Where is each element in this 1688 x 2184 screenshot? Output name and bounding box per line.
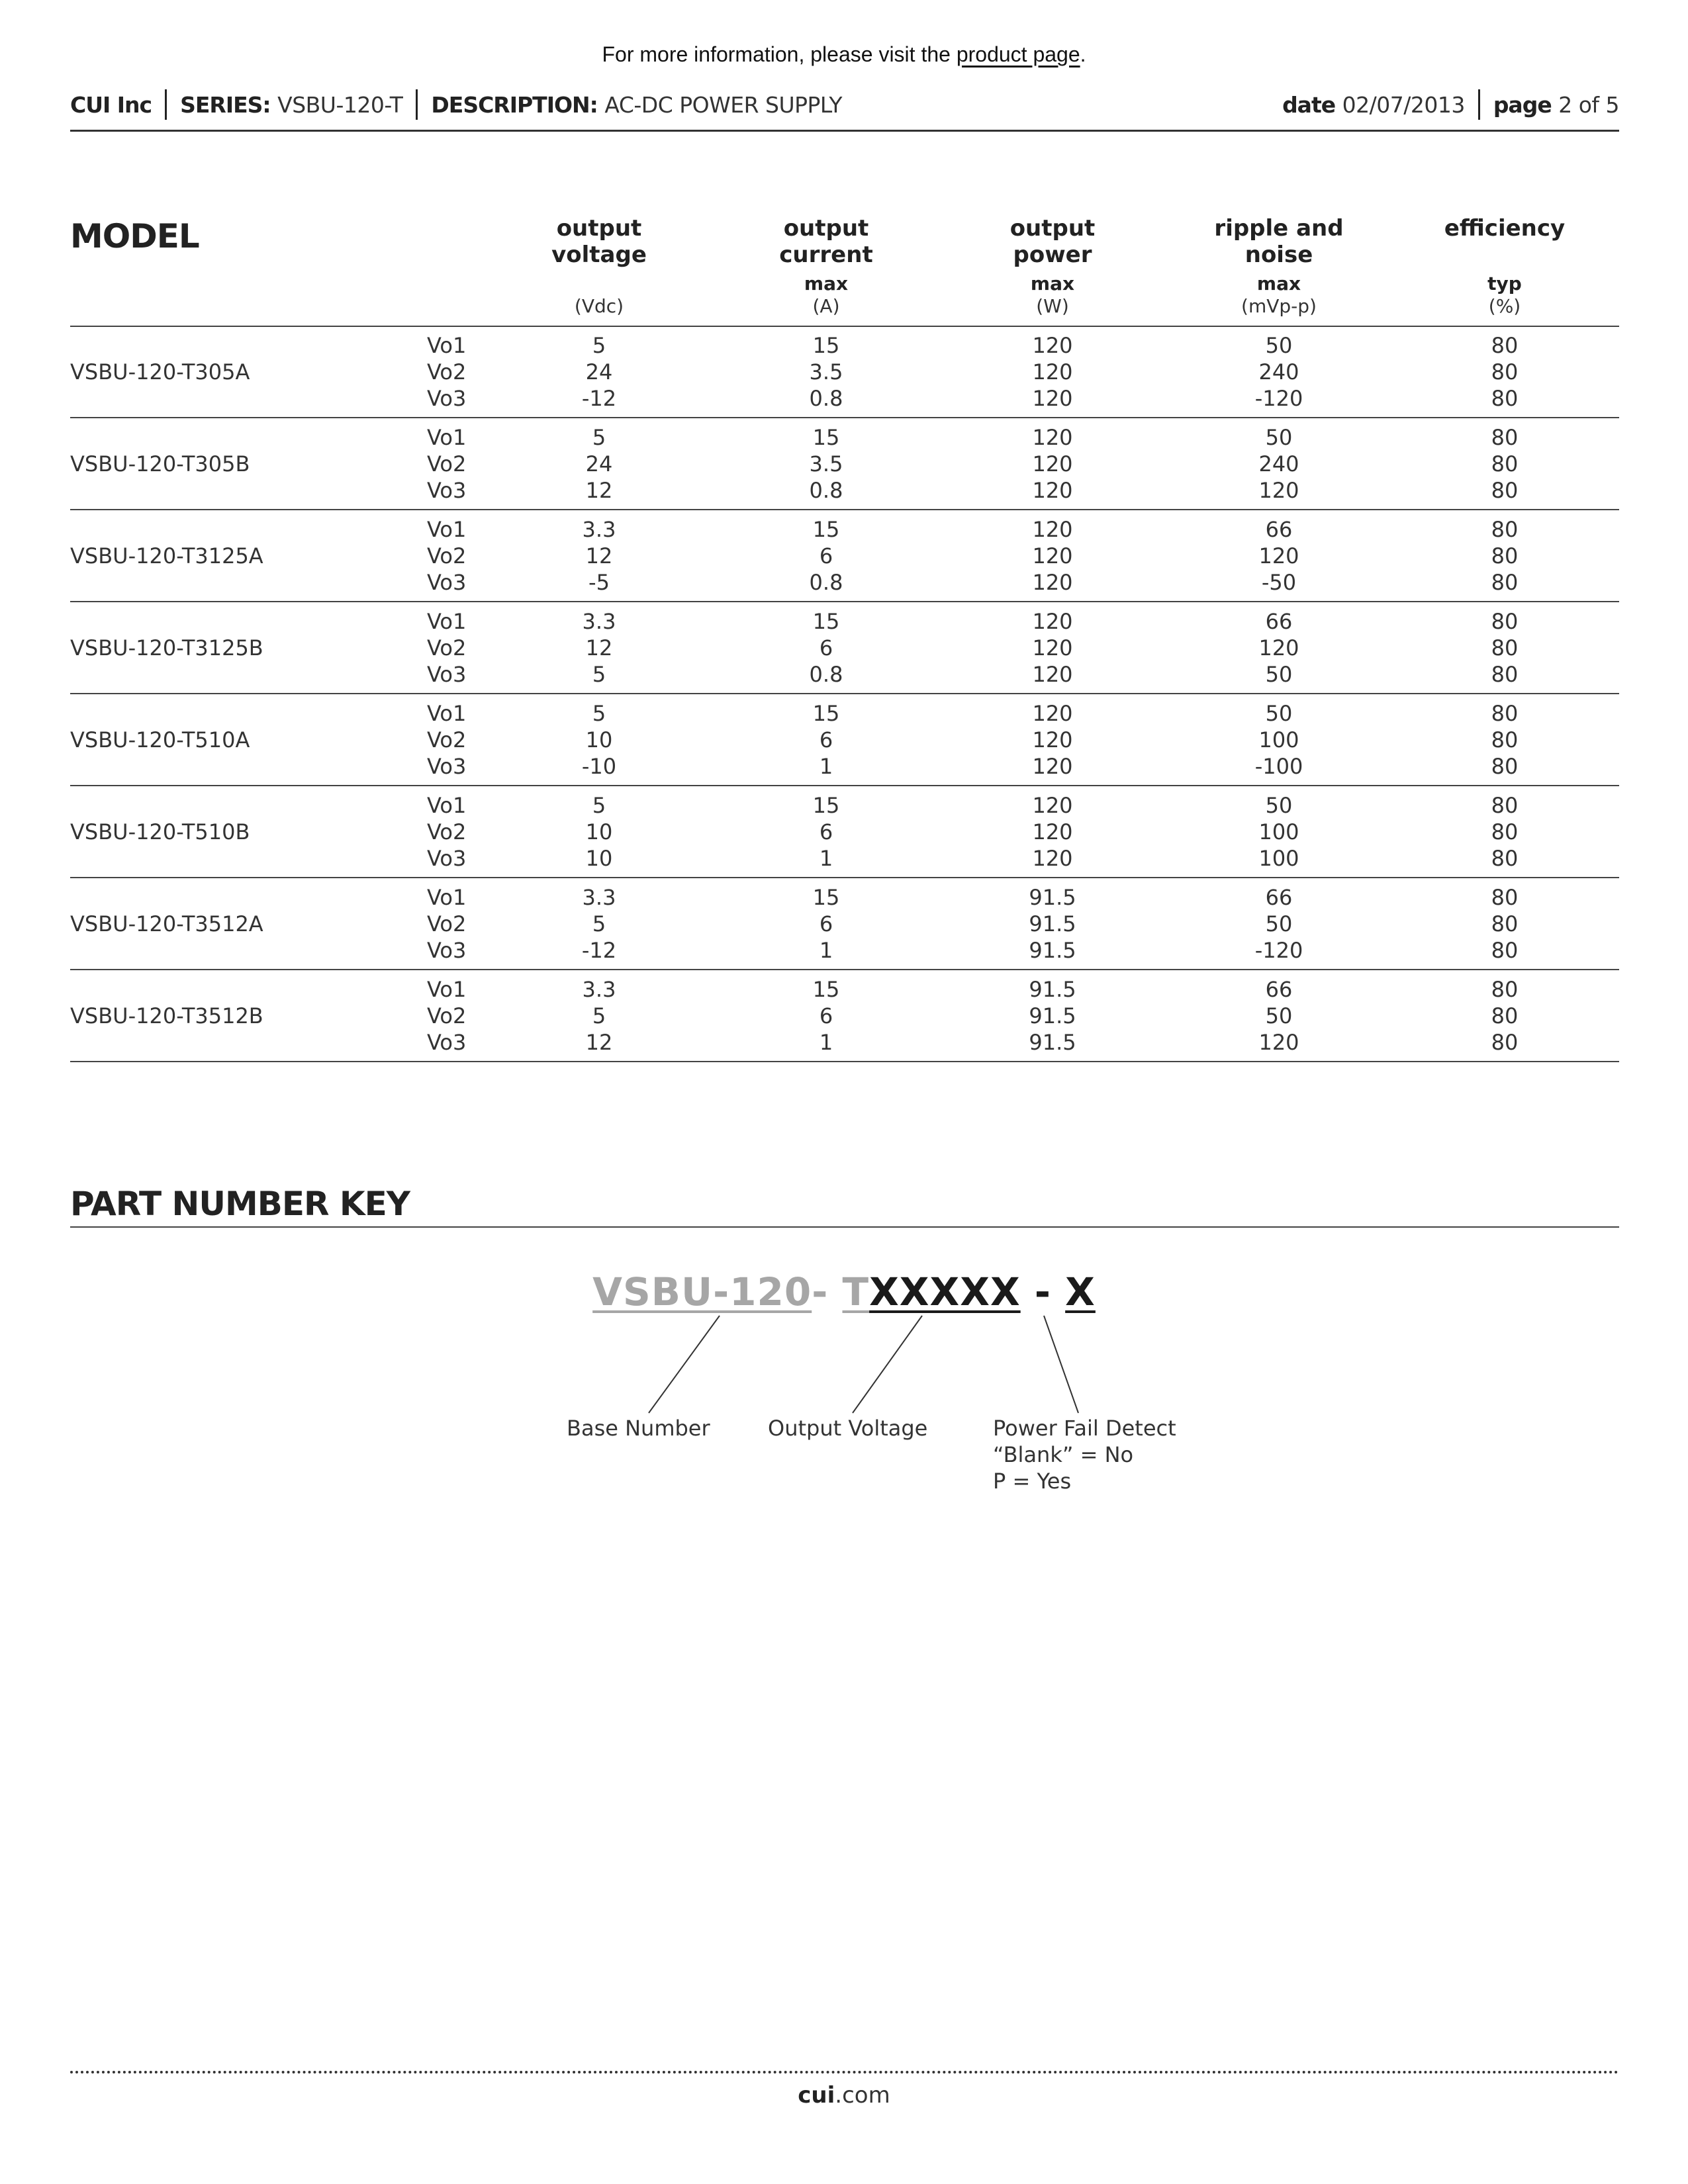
output-label: Vo2: [427, 819, 467, 844]
column-header-line2: voltage: [551, 242, 647, 268]
table-cell: 15: [812, 333, 840, 358]
table-cell: 3.3: [582, 609, 616, 634]
output-label: Vo1: [427, 333, 467, 358]
table-cell: 120: [1032, 846, 1073, 871]
table-cell: 240: [1258, 359, 1299, 385]
output-label: Vo1: [427, 977, 467, 1002]
power-fail-yes-label: P = Yes: [993, 1469, 1072, 1494]
table-cell: 91.5: [1029, 1003, 1076, 1028]
table-cell: 12: [585, 543, 613, 569]
table-cell: 6: [819, 819, 833, 844]
table-cell: 100: [1258, 819, 1299, 844]
table-cell: 80: [1491, 701, 1519, 726]
table-cell: 80: [1491, 386, 1519, 411]
model-row-rule: [70, 601, 1619, 602]
header-divider: [165, 89, 167, 120]
series-value: VSBU-120-T: [277, 91, 403, 118]
page-label: page: [1493, 91, 1552, 118]
table-cell: 66: [1265, 977, 1293, 1002]
table-cell: 1: [819, 754, 833, 779]
output-voltage-leader: [853, 1316, 922, 1413]
output-label: Vo3: [427, 386, 467, 411]
model-row-rule: [70, 417, 1619, 418]
model-name: VSBU-120-T510A: [70, 727, 250, 752]
product-page-link[interactable]: product page: [956, 42, 1080, 66]
part-number-key-rule: [70, 1226, 1619, 1228]
table-cell: 91.5: [1029, 938, 1076, 963]
table-cell: 120: [1258, 1030, 1299, 1055]
table-cell: 240: [1258, 451, 1299, 477]
model-row-rule: [70, 1061, 1619, 1062]
table-cell: 120: [1032, 570, 1073, 595]
table-cell: 6: [819, 727, 833, 752]
table-cell: 120: [1032, 819, 1073, 844]
table-cell: 120: [1258, 543, 1299, 569]
table-cell: -12: [581, 938, 617, 963]
column-unit: (A): [812, 295, 840, 317]
table-cell: 80: [1491, 793, 1519, 818]
table-cell: 3.3: [582, 977, 616, 1002]
table-cell: 120: [1032, 609, 1073, 634]
model-name: VSBU-120-T305B: [70, 451, 250, 477]
table-cell: 120: [1032, 662, 1073, 687]
table-cell: 120: [1032, 386, 1073, 411]
table-cell: 80: [1491, 478, 1519, 503]
table-cell: 120: [1032, 333, 1073, 358]
model-row-rule: [70, 693, 1619, 694]
table-cell: 80: [1491, 1003, 1519, 1028]
code-dash: -: [812, 1269, 843, 1314]
table-cell: -100: [1254, 754, 1303, 779]
power-fail-leader: [1044, 1316, 1078, 1413]
table-cell: 80: [1491, 977, 1519, 1002]
table-cell: 6: [819, 911, 833, 936]
table-cell: 91.5: [1029, 885, 1076, 910]
part-number-key-title: PART NUMBER KEY: [70, 1185, 410, 1223]
footer-brand: cui: [798, 2082, 835, 2109]
table-cell: 120: [1032, 359, 1073, 385]
output-label: Vo1: [427, 425, 467, 450]
table-cell: 0.8: [809, 662, 843, 687]
table-cell: 120: [1032, 517, 1073, 542]
column-header-line2: noise: [1244, 242, 1313, 268]
output-label: Vo1: [427, 609, 467, 634]
table-cell: 91.5: [1029, 977, 1076, 1002]
date-label: date: [1282, 91, 1336, 118]
output-label: Vo2: [427, 451, 467, 477]
output-label: Vo2: [427, 359, 467, 385]
description-label: DESCRIPTION:: [431, 91, 598, 118]
table-cell: 6: [819, 1003, 833, 1028]
model-row-rule: [70, 877, 1619, 878]
output-label: Vo2: [427, 635, 467, 660]
table-cell: 80: [1491, 819, 1519, 844]
table-cell: 80: [1491, 359, 1519, 385]
model-name: VSBU-120-T3125B: [70, 635, 263, 660]
table-cell: 3.5: [809, 359, 843, 385]
table-cell: 50: [1265, 793, 1293, 818]
table-cell: 50: [1265, 701, 1293, 726]
notice-end: .: [1080, 42, 1086, 66]
header-divider: [1478, 89, 1480, 120]
model-name: VSBU-120-T510B: [70, 819, 250, 844]
table-cell: -10: [581, 754, 617, 779]
table-cell: 120: [1032, 425, 1073, 450]
table-cell: 120: [1032, 793, 1073, 818]
table-cell: 80: [1491, 885, 1519, 910]
table-cell: 50: [1265, 333, 1293, 358]
table-cell: -12: [581, 386, 617, 411]
footer-domain: .com: [835, 2082, 890, 2109]
table-cell: 3.3: [582, 885, 616, 910]
table-cell: 6: [819, 635, 833, 660]
column-header: [947, 215, 1158, 268]
model-name: VSBU-120-T3512A: [70, 911, 263, 936]
column-unit: (mVp-p): [1241, 295, 1317, 317]
column-header: [1173, 215, 1385, 268]
table-cell: 66: [1265, 517, 1293, 542]
table-cell: 80: [1491, 1030, 1519, 1055]
table-cell: 10: [585, 846, 613, 871]
notice-text: For more information, please visit the: [602, 42, 957, 66]
column-header: [720, 215, 932, 268]
table-cell: 15: [812, 977, 840, 1002]
code-separator: -: [1020, 1269, 1066, 1314]
table-cell: 10: [585, 727, 613, 752]
date-value: 02/07/2013: [1342, 91, 1465, 118]
table-cell: 15: [812, 701, 840, 726]
table-cell: 10: [585, 819, 613, 844]
code-base-number: VSBU-120: [592, 1269, 812, 1314]
output-label: Vo1: [427, 793, 467, 818]
power-fail-detect-label: Power Fail Detect: [993, 1416, 1176, 1441]
table-cell: 120: [1032, 754, 1073, 779]
column-qualifier: max: [804, 273, 849, 295]
output-label: Vo3: [427, 570, 467, 595]
table-cell: 1: [819, 938, 833, 963]
table-cell: 12: [585, 1030, 613, 1055]
table-cell: 100: [1258, 846, 1299, 871]
table-cell: 5: [592, 793, 606, 818]
output-label: Vo1: [427, 885, 467, 910]
table-cell: 120: [1032, 635, 1073, 660]
header-right: [1282, 89, 1619, 120]
output-label: Vo2: [427, 1003, 467, 1028]
table-cell: 91.5: [1029, 1030, 1076, 1055]
column-unit: (%): [1488, 295, 1521, 317]
table-cell: 120: [1032, 478, 1073, 503]
model-row-rule: [70, 785, 1619, 786]
document-header: [70, 86, 1619, 123]
column-header: [493, 215, 705, 268]
output-label: Vo2: [427, 727, 467, 752]
table-cell: 80: [1491, 938, 1519, 963]
table-cell: 0.8: [809, 570, 843, 595]
table-cell: 1: [819, 846, 833, 871]
table-cell: 66: [1265, 885, 1293, 910]
power-fail-no-label: “Blank” = No: [993, 1442, 1134, 1467]
column-qualifier: max: [1256, 273, 1301, 295]
table-cell: 15: [812, 425, 840, 450]
table-cell: 0.8: [809, 478, 843, 503]
table-cell: 80: [1491, 543, 1519, 569]
table-cell: 50: [1265, 662, 1293, 687]
table-cell: 24: [585, 359, 613, 385]
company-name: CUI Inc: [70, 91, 152, 118]
code-output-voltage: XXXXX: [869, 1269, 1021, 1314]
table-cell: -120: [1254, 386, 1303, 411]
table-cell: 80: [1491, 451, 1519, 477]
table-cell: -5: [588, 570, 610, 595]
table-cell: 120: [1032, 701, 1073, 726]
header-left: [70, 89, 842, 120]
table-cell: 6: [819, 543, 833, 569]
product-info-notice: [0, 42, 1688, 67]
table-header-rule: [70, 326, 1619, 327]
header-rule: [70, 130, 1619, 132]
column-header: [1399, 215, 1611, 242]
table-cell: 3.3: [582, 517, 616, 542]
model-name: VSBU-120-T3512B: [70, 1003, 263, 1028]
footer-rule: [70, 2071, 1619, 2073]
base-number-leader: [649, 1316, 720, 1413]
column-header-line1: output: [783, 215, 869, 242]
table-cell: 15: [812, 517, 840, 542]
column-unit: (W): [1036, 295, 1069, 317]
table-cell: 80: [1491, 846, 1519, 871]
output-label: Vo2: [427, 543, 467, 569]
table-cell: 66: [1265, 609, 1293, 634]
page-value: 2 of 5: [1558, 91, 1619, 118]
table-cell: 100: [1258, 727, 1299, 752]
model-name: VSBU-120-T3125A: [70, 543, 263, 569]
table-cell: 5: [592, 1003, 606, 1028]
table-cell: 120: [1032, 727, 1073, 752]
output-label: Vo3: [427, 754, 467, 779]
table-cell: -50: [1261, 570, 1297, 595]
table-cell: 15: [812, 609, 840, 634]
table-cell: 80: [1491, 662, 1519, 687]
output-label: Vo3: [427, 478, 467, 503]
table-cell: 120: [1032, 451, 1073, 477]
column-qualifier: typ: [1487, 273, 1522, 295]
table-cell: 50: [1265, 1003, 1293, 1028]
table-cell: 12: [585, 478, 613, 503]
column-header-line1: output: [556, 215, 642, 242]
output-label: Vo3: [427, 662, 467, 687]
output-label: Vo1: [427, 517, 467, 542]
output-voltage-label: Output Voltage: [768, 1416, 928, 1441]
table-cell: 80: [1491, 570, 1519, 595]
table-cell: 120: [1258, 478, 1299, 503]
table-cell: 80: [1491, 517, 1519, 542]
column-header-line2: power: [1013, 242, 1092, 268]
table-cell: 5: [592, 662, 606, 687]
series-label: SERIES:: [180, 91, 271, 118]
table-cell: 5: [592, 701, 606, 726]
column-header-line2: current: [779, 242, 873, 268]
table-cell: 0.8: [809, 386, 843, 411]
column-header-line1: efficiency: [1444, 215, 1566, 242]
table-cell: 120: [1258, 635, 1299, 660]
table-cell: 120: [1032, 543, 1073, 569]
column-unit: (Vdc): [574, 295, 624, 317]
code-t: T: [842, 1269, 870, 1314]
table-cell: 80: [1491, 727, 1519, 752]
table-cell: 5: [592, 333, 606, 358]
output-label: Vo3: [427, 1030, 467, 1055]
column-header-line1: ripple and: [1214, 215, 1344, 242]
table-cell: -120: [1254, 938, 1303, 963]
model-row-rule: [70, 509, 1619, 510]
description-value: AC-DC POWER SUPPLY: [604, 91, 843, 118]
output-label: Vo1: [427, 701, 467, 726]
table-cell: 80: [1491, 635, 1519, 660]
model-table-title: MODEL: [70, 217, 199, 255]
output-label: Vo3: [427, 846, 467, 871]
table-cell: 50: [1265, 425, 1293, 450]
table-cell: 15: [812, 885, 840, 910]
code-option: X: [1065, 1269, 1096, 1314]
table-cell: 80: [1491, 333, 1519, 358]
table-cell: 80: [1491, 911, 1519, 936]
table-cell: 5: [592, 425, 606, 450]
table-cell: 24: [585, 451, 613, 477]
table-cell: 80: [1491, 609, 1519, 634]
column-header-line1: output: [1009, 215, 1096, 242]
model-row-rule: [70, 969, 1619, 970]
footer: [0, 2082, 1688, 2109]
header-divider: [416, 89, 418, 120]
part-number-code: [0, 1269, 1688, 1314]
model-name: VSBU-120-T305A: [70, 359, 250, 385]
table-cell: 80: [1491, 754, 1519, 779]
table-cell: 3.5: [809, 451, 843, 477]
table-cell: 5: [592, 911, 606, 936]
output-label: Vo2: [427, 911, 467, 936]
table-cell: 1: [819, 1030, 833, 1055]
table-cell: 80: [1491, 425, 1519, 450]
table-cell: 91.5: [1029, 911, 1076, 936]
output-label: Vo3: [427, 938, 467, 963]
table-cell: 50: [1265, 911, 1293, 936]
column-qualifier: max: [1030, 273, 1075, 295]
table-cell: 15: [812, 793, 840, 818]
base-number-label: Base Number: [567, 1416, 710, 1441]
table-cell: 12: [585, 635, 613, 660]
